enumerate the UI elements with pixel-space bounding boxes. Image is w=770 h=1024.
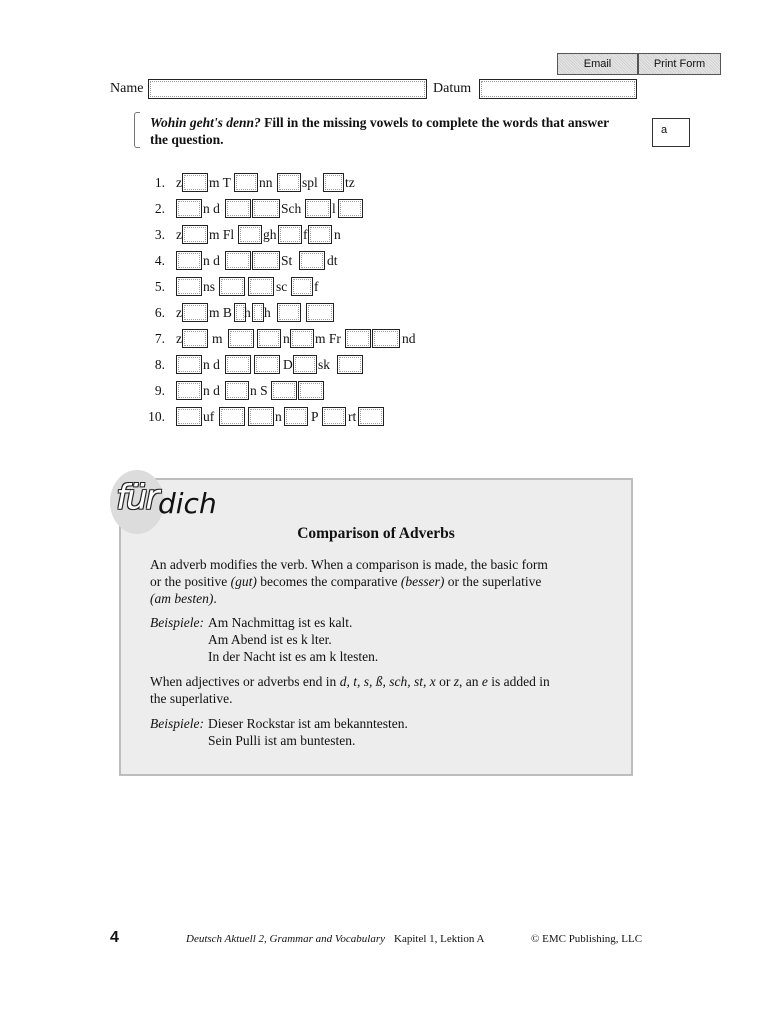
word-fragment: h — [244, 305, 251, 320]
vowel-input-box[interactable] — [182, 173, 208, 192]
word-fragment: m T — [209, 175, 231, 190]
p1-besser: (besser) — [400, 574, 445, 589]
item-number: 7. — [154, 331, 165, 346]
vowel-input-box[interactable] — [176, 355, 202, 374]
p1-text-d: or the superlative — [444, 574, 542, 589]
vowel-input-box[interactable] — [308, 225, 332, 244]
vowel-input-box[interactable] — [284, 407, 308, 426]
exercise-item — [0, 355, 770, 375]
vowel-input-box[interactable] — [252, 199, 280, 218]
example-1-line-1: Am Nachmittag ist es kalt. — [208, 615, 353, 630]
exercise-item — [0, 329, 770, 349]
vowel-input-box[interactable] — [254, 355, 280, 374]
email-button[interactable]: Email — [557, 53, 638, 75]
footer-chapter: Kapitel 1, Lektion A — [394, 933, 485, 945]
exercise-item — [0, 199, 770, 219]
vowel-input-box[interactable] — [238, 225, 262, 244]
item-number: 1. — [154, 175, 165, 190]
exercise-bracket — [134, 112, 140, 148]
vowel-input-box[interactable] — [257, 329, 281, 348]
p1-text-b: or the positive — [150, 574, 231, 589]
word-fragment: nd — [402, 331, 416, 346]
word-fragment: f — [303, 227, 308, 242]
word-fragment: m Fr — [315, 331, 341, 346]
vowel-input-box[interactable] — [345, 329, 371, 348]
vowel-input-box[interactable] — [219, 407, 245, 426]
word-fragment: sc — [276, 279, 288, 294]
exercise-item — [0, 303, 770, 323]
date-field[interactable] — [479, 79, 637, 99]
beispiele-label-2: Beispiele: — [150, 716, 204, 731]
word-fragment: n d — [203, 253, 220, 268]
footer-copyright: © EMC Publishing, LLC — [531, 933, 643, 945]
vowel-input-box[interactable] — [322, 407, 346, 426]
p1-gut: (gut) — [230, 574, 257, 589]
vowel-input-box[interactable] — [271, 381, 297, 400]
example-2-line-1: Dieser Rockstar ist am bekanntesten. — [208, 716, 408, 731]
print-form-button[interactable]: Print Form — [638, 53, 721, 75]
word-fragment: P — [311, 409, 319, 424]
p1-text-c: becomes the comparative — [256, 574, 401, 589]
vowel-input-box[interactable] — [278, 225, 302, 244]
vowel-input-box[interactable] — [291, 277, 313, 296]
item-number: 3. — [154, 227, 165, 242]
vowel-input-box[interactable] — [277, 303, 301, 322]
vowel-input-box[interactable] — [225, 381, 249, 400]
word-fragment: m — [212, 331, 223, 346]
name-label: Name — [110, 81, 144, 96]
exercise-item — [0, 277, 770, 297]
word-fragment: n S — [250, 383, 268, 398]
vowel-input-box[interactable] — [372, 329, 400, 348]
logo-fuer-text: für — [116, 478, 158, 518]
p1-am-besten: (am besten) — [150, 591, 214, 606]
item-number: 4. — [154, 253, 165, 268]
answer-code-field[interactable]: a — [652, 118, 690, 147]
vowel-input-box[interactable] — [225, 251, 251, 270]
vowel-input-box[interactable] — [338, 199, 363, 218]
date-label: Datum — [433, 81, 472, 96]
vowel-input-box[interactable] — [219, 277, 245, 296]
vowel-input-box[interactable] — [277, 173, 301, 192]
p2-endings: d, t, s, ß, sch, st, x — [339, 674, 436, 689]
vowel-input-box[interactable] — [225, 355, 251, 374]
word-fragment: n d — [203, 357, 220, 372]
vowel-input-box[interactable] — [182, 303, 208, 322]
item-number: 6. — [154, 305, 165, 320]
vowel-input-box[interactable] — [176, 199, 202, 218]
exercise-item — [0, 407, 770, 427]
vowel-input-box[interactable] — [248, 407, 274, 426]
word-fragment: gh — [263, 227, 277, 242]
word-fragment: z — [176, 305, 182, 320]
word-fragment: n d — [203, 383, 220, 398]
word-fragment: D — [283, 357, 293, 372]
vowel-input-box[interactable] — [228, 329, 254, 348]
exercise-item — [0, 173, 770, 193]
exercise-directions: Fill in the missing vowels to complete the words that answer the question. — [150, 115, 609, 147]
vowel-input-box[interactable] — [337, 355, 363, 374]
beispiele-label-1: Beispiele: — [150, 615, 204, 630]
panel-title: Comparison of Adverbs — [297, 525, 455, 542]
p1-text-e: . — [213, 591, 217, 606]
vowel-input-box[interactable] — [182, 225, 208, 244]
footer-book-title: Deutsch Aktuell 2, Grammar and Vocabulary — [186, 933, 385, 945]
word-fragment: Sch — [281, 201, 302, 216]
item-number: 2. — [154, 201, 165, 216]
exercise-instruction — [150, 114, 630, 148]
vowel-input-box[interactable] — [252, 303, 264, 322]
example-1-line-3: In der Nacht ist es am k ltesten. — [208, 649, 379, 664]
word-fragment: tz — [345, 175, 355, 190]
p1-line-1: An adverb modifies the verb. When a comparison is made, the basic form — [150, 557, 548, 572]
vowel-input-box[interactable] — [306, 303, 334, 322]
vowel-input-box[interactable] — [293, 355, 317, 374]
vowel-input-box[interactable] — [234, 173, 258, 192]
vowel-input-box[interactable] — [225, 199, 251, 218]
vowel-input-box[interactable] — [305, 199, 331, 218]
word-fragment: z — [176, 331, 182, 346]
word-fragment: n — [275, 409, 282, 424]
example-1-line-2: Am Abend ist es k lter. — [208, 632, 332, 647]
word-fragment: sk — [318, 357, 331, 372]
vowel-input-box[interactable] — [248, 277, 274, 296]
vowel-input-box[interactable] — [298, 381, 324, 400]
panel-paragraph-2: When adjectives or adverbs end in d, t, s, ß, sch, st, x or z, an e is added in the superlative. — [150, 674, 550, 706]
word-fragment: l — [332, 201, 336, 216]
exercise-item — [0, 381, 770, 401]
vowel-input-box[interactable] — [299, 251, 325, 270]
example-2-line-2: Sein Pulli ist am buntesten. — [208, 733, 356, 748]
panel-paragraph-1 — [150, 556, 600, 607]
logo-dich-text: dich — [158, 487, 217, 520]
vowel-input-box[interactable] — [176, 407, 202, 426]
page-number: 4 — [110, 929, 119, 946]
word-fragment: uf — [203, 409, 215, 424]
vowel-input-box[interactable] — [176, 277, 202, 296]
word-fragment: spl — [302, 175, 318, 190]
word-fragment: h — [264, 305, 271, 320]
vowel-input-box[interactable] — [358, 407, 384, 426]
vowel-input-box[interactable] — [323, 173, 344, 192]
vowel-input-box[interactable] — [252, 251, 280, 270]
word-fragment: n — [334, 227, 341, 242]
word-fragment: dt — [327, 253, 338, 268]
word-fragment: ns — [203, 279, 216, 294]
vowel-input-box[interactable] — [182, 329, 208, 348]
exercise-item — [0, 251, 770, 271]
vowel-input-box[interactable] — [176, 251, 202, 270]
item-number: 9. — [154, 383, 165, 398]
word-fragment: z — [176, 175, 182, 190]
name-field[interactable] — [148, 79, 427, 99]
word-fragment: St — [281, 253, 293, 268]
word-fragment: nn — [259, 175, 273, 190]
exercise-item — [0, 225, 770, 245]
item-number: 10. — [148, 409, 165, 424]
vowel-input-box[interactable] — [290, 329, 314, 348]
exercise-title: Wohin geht's denn? — [150, 115, 261, 130]
item-number: 5. — [154, 279, 165, 294]
word-fragment: n d — [203, 201, 220, 216]
word-fragment: f — [314, 279, 319, 294]
item-number: 8. — [154, 357, 165, 372]
vowel-input-box[interactable] — [176, 381, 202, 400]
word-fragment: n — [283, 331, 290, 346]
word-fragment: m B — [209, 305, 232, 320]
word-fragment: rt — [348, 409, 357, 424]
word-fragment: m Fl — [209, 227, 235, 242]
word-fragment: z — [176, 227, 182, 242]
